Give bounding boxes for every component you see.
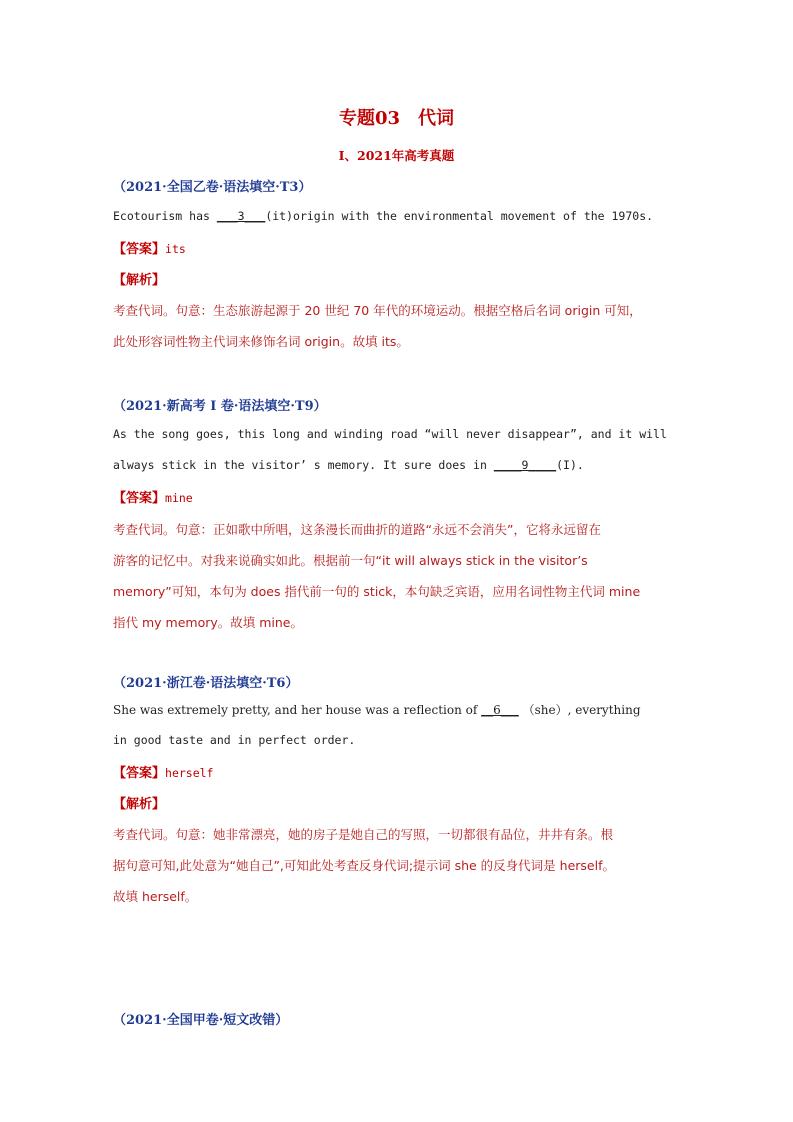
q2-line2-after: (I). [556,458,584,472]
q2-explanation-line3: memory”可知，本句为 does 指代前一句的 stick，本句缺乏宾语，应用名词性物主代词 mine [113,584,641,599]
q2-answer-value: mine [165,491,193,505]
q1-text-before: Ecotourism has [113,209,217,223]
q3-explanation-line1: 考查代词。句意：她非常漂亮，她的房子是她自己的写照，一切都很有品位，井井有条。根 [113,827,614,842]
q2-answer-label: 【答案】 [113,491,166,506]
q1-source: （2021·全国乙卷·语法填空·T3） [113,180,312,195]
q2-explanation-line1: 考查代词。句意：正如歌中所唱，这条漫长而曲折的道路“永远不会消失”，它将永远留在 [113,522,601,537]
q3-answer [113,762,213,781]
q1-explanation-line2: 此处形容词性物主代词来修饰名词 origin。故填 its。 [113,334,409,349]
q2-explanation-line2: 游客的记忆中。对我来说确实如此。根据前一句“it will always stick in the visitor’s [113,553,588,568]
q3-blank: __6___ [481,703,519,717]
q1-analysis-label: 【解析】 [113,273,166,288]
q3-answer-label: 【答案】 [113,766,166,781]
q3-analysis-label: 【解析】 [113,797,166,812]
q2-blank: ____9____ [493,458,557,472]
q4-source: （2021·全国甲卷·短文改错） [113,1013,289,1028]
q3-line1-after: （she）, everything [518,703,641,717]
q1-answer [113,238,186,257]
q2-line1: As the song goes, this long and winding road “will never disappear”, and it will [113,427,667,441]
q2-line2 [113,458,584,472]
q3-answer-value: herself [165,766,214,780]
q3-explanation-line2: 据句意可知,此处意为“她自己”,可知此处考查反身代词;提示词 she 的反身代词是 herself。 [113,858,615,873]
q1-text [113,209,653,223]
q1-answer-value: its [165,242,186,256]
q3-source: （2021·浙江卷·语法填空·T6） [113,676,299,691]
q3-line1 [113,701,641,718]
q3-line1-before: She was extremely pretty, and her house was a reflection of [113,703,482,717]
q2-explanation-line4: 指代 my memory。故填 mine。 [113,615,303,630]
section-subtitle: I、2021年高考真题 [338,148,455,163]
q2-source: （2021·新高考 I 卷·语法填空·T9） [113,399,327,414]
q1-answer-label: 【答案】 [113,242,166,257]
q3-analysis [113,793,165,812]
q1-analysis [113,269,165,288]
page-title: 专题03 代词 [338,108,455,129]
q1-blank: ___3___ [216,209,266,223]
q3-line2: in good taste and in perfect order. [113,733,356,747]
q2-answer [113,487,193,506]
q3-explanation-line3: 故填 herself。 [113,889,198,904]
q1-text-after: (it)origin with the environmental movement of the 1970s. [265,209,654,223]
q1-explanation-line1: 考查代词。句意：生态旅游起源于 20 世纪 70 年代的环境运动。根据空格后名词 origin 可知， [113,303,642,318]
q2-line2-before: always stick in the visitor’ s memory. It sure does in [113,458,494,472]
